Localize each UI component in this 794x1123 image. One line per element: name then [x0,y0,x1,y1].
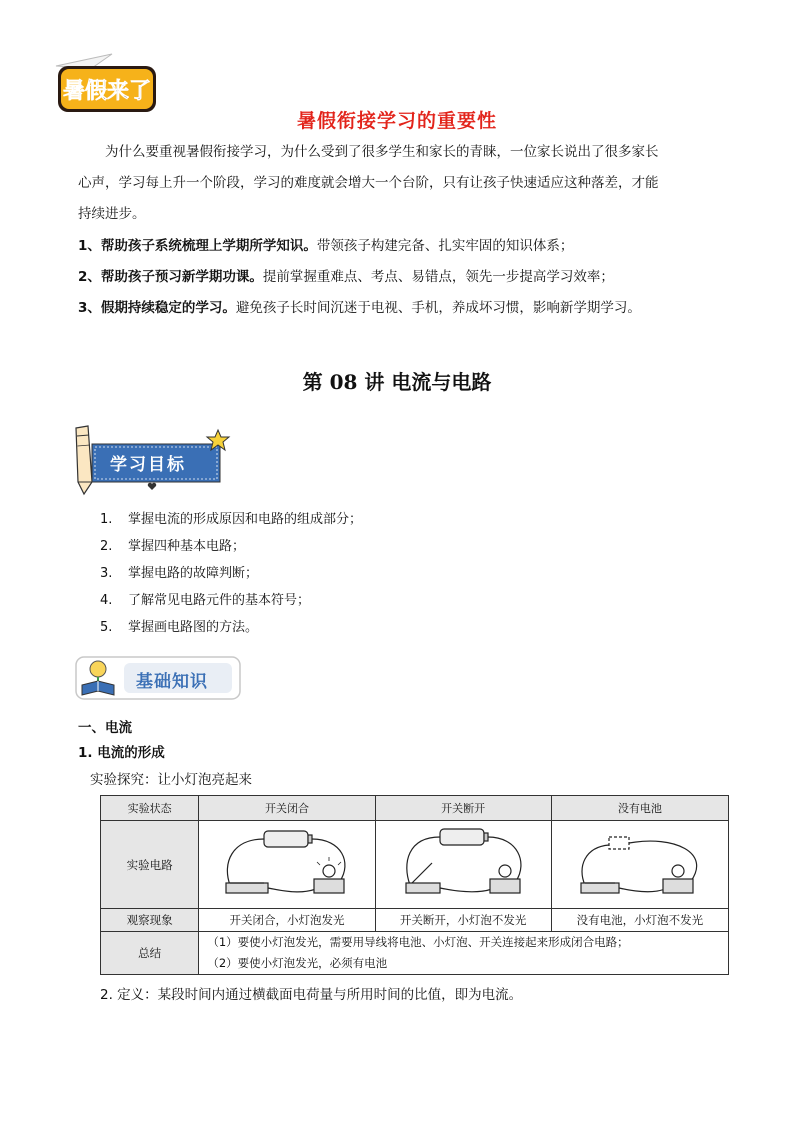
list-item [100,614,362,641]
table-row [101,932,729,975]
list-item [100,560,362,587]
intro-line: 持续进步。 [78,206,146,222]
point-text: 带领孩子构建完备、扎实牢固的知识体系； [316,238,574,254]
pencil-icon [76,426,92,494]
basic-badge-label: 基础知识 [136,672,208,692]
subsection-heading: 1. 电流的形成 [78,745,165,761]
promo-point-1 [78,236,738,256]
table-header: 实验状态 [101,796,199,821]
experiment-title: 实验探究：让小灯泡亮起来 [90,772,252,788]
promo-title: 暑假衔接学习的重要性 [296,110,497,132]
point-bold: 3、假期持续稳定的学习。 [78,300,236,316]
row-label: 观察现象 [101,909,199,932]
circuit-no-battery-diagram [551,821,728,909]
table-cell: 开关断开，小灯泡不发光 [375,909,551,932]
item-number: 2. [100,539,113,554]
intro-line: 心声，学习每上升一个阶段，学习的难度就会增大一个台阶，只有让孩子快速适应这种落差，才能 [78,175,659,191]
table-header: 开关断开 [375,796,551,821]
intro-line: 为什么要重视暑假衔接学习，为什么受到了很多学生和家长的青睐，一位家长说出了很多家长 [105,144,659,160]
row-label: 实验电路 [101,821,199,909]
promo-point-2 [78,267,738,287]
basic-badge [72,653,244,703]
goals-badge-label: 学习目标 [110,455,186,475]
table-row [101,821,729,909]
row-label: 总结 [101,932,199,975]
table-header: 没有电池 [551,796,728,821]
summary-line: （2）要使小灯泡发光，必须有电池 [207,956,388,970]
summary-cell [199,932,729,975]
table-row [101,909,729,932]
circuit-open-diagram [375,821,551,909]
item-text: 掌握四种基本电路； [128,539,246,554]
item-number: 4. [100,593,113,608]
item-text: 掌握电流的形成原因和电路的组成部分； [128,512,363,527]
item-number: 5. [100,620,113,635]
table-cell: 没有电池，小灯泡不发光 [551,909,728,932]
circuit-closed-diagram [199,821,375,909]
item-number: 1. [100,512,113,527]
promo-point-3 [78,298,738,318]
bulb-glow-icon [317,857,341,865]
list-item [100,533,362,560]
summary-line: （1）要使小灯泡发光，需要用导线将电池、小灯泡、开关连接起来形成闭合电路； [207,935,629,949]
lecture-title: 第 08 讲 电流与电路 [302,370,492,394]
item-number: 3. [100,566,113,581]
point-text: 提前掌握重难点、考点、易错点，领先一步提高学习效率； [262,269,614,285]
item-text: 掌握电路的故障判断； [128,566,259,581]
goals-list [100,506,362,641]
definition-text: 2. 定义：某段时间内通过横截面电荷量与所用时间的比值，即为电流。 [100,987,523,1003]
section-heading: 一、电流 [78,720,132,736]
table-header-row [101,796,729,821]
item-text: 掌握画电路图的方法。 [128,620,259,635]
point-bold: 2、帮助孩子预习新学期功课。 [78,269,263,285]
point-bold: 1、帮助孩子系统梳理上学期所学知识。 [78,238,317,254]
table-cell: 开关闭合，小灯泡发光 [199,909,375,932]
point-text: 避免孩子长时间沉迷于电视、手机，养成坏习惯，影响新学期学习。 [235,300,641,316]
item-text: 了解常见电路元件的基本符号； [128,593,311,608]
list-item [100,506,362,533]
promo-intro [78,137,718,230]
goals-badge [68,424,236,496]
table-header: 开关闭合 [199,796,375,821]
experiment-table [100,795,729,975]
svg-text:暑假来了: 暑假来了 [62,79,152,104]
list-item [100,587,362,614]
